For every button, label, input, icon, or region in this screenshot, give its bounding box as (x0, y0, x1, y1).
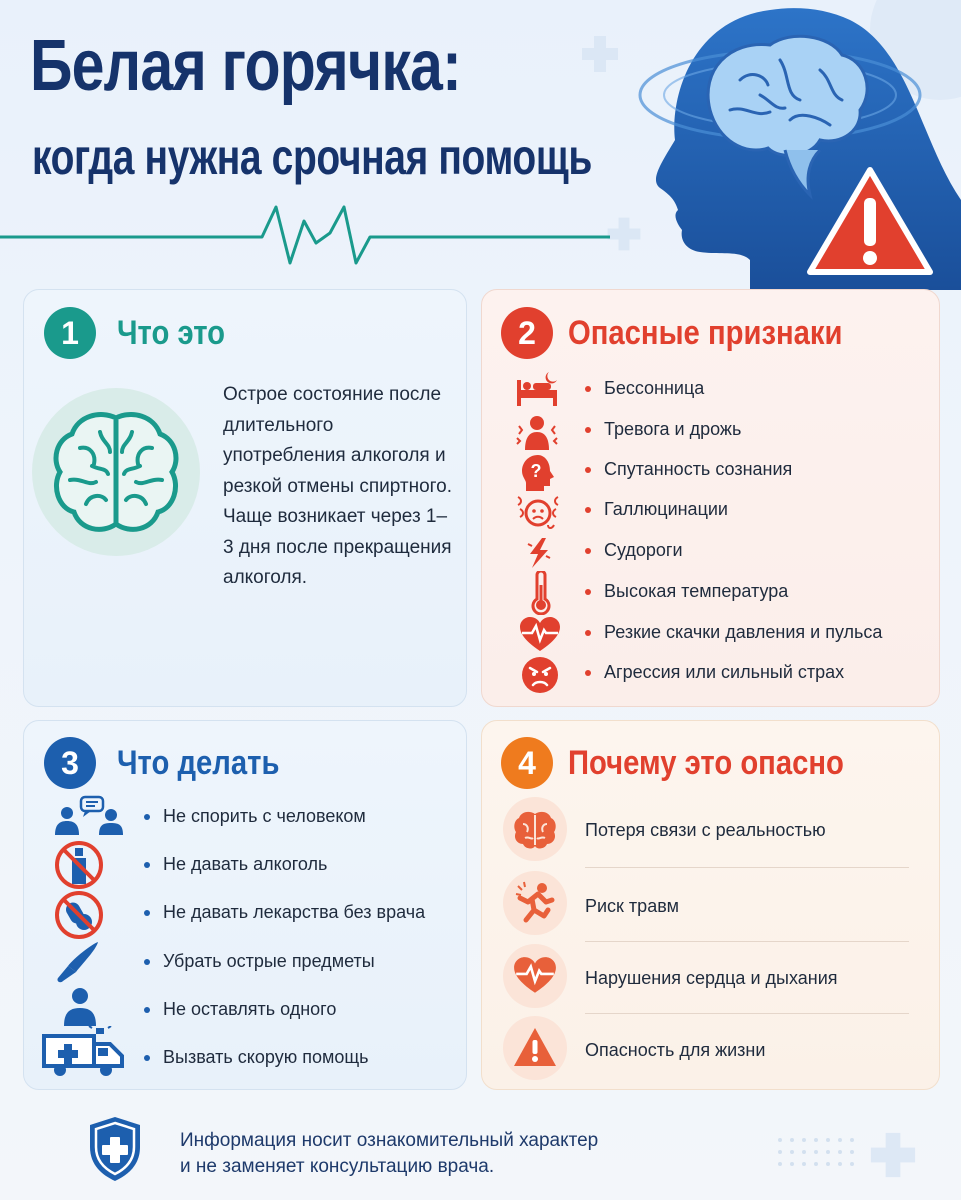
list-item: Галлюцинации (585, 499, 728, 520)
section-description: Острое состояние после длительного употребления алкоголя и резкой отмены спиртного. Чаще возникает через 1–3 дня после прекращения алкоголя. (223, 384, 452, 588)
angry-face-icon (520, 655, 560, 695)
list-item: Не спорить с человеком (144, 806, 366, 827)
hallucination-face-icon (514, 495, 562, 531)
danger-item-label: Опасность для жизни (585, 1040, 766, 1060)
list-item: Спутанность сознания (585, 459, 792, 480)
trembling-person-icon (515, 414, 559, 452)
danger-item-label: Потеря связи с реальностью (585, 820, 826, 840)
list-item: Судороги (585, 540, 683, 561)
danger-item-label: Нарушения сердца и дыхания (585, 968, 838, 988)
danger-signs-list (585, 0, 925, 700)
head-question-icon (518, 453, 558, 493)
no-alcohol-icon (54, 840, 104, 890)
person-icon (62, 986, 98, 1026)
thermometer-icon (528, 571, 554, 615)
section-number-badge: 3 (44, 737, 96, 789)
divider (585, 941, 909, 942)
list-item: Не давать алкоголь (144, 854, 327, 875)
section-title: Что это (117, 314, 226, 352)
heart-pulse-icon (518, 617, 562, 653)
plus-decor-icon (866, 1128, 920, 1182)
disclaimer-line2: и не заменяет консультацию врача. (180, 1156, 495, 1177)
page-subtitle: когда нужна срочная помощь (32, 129, 592, 185)
divider (585, 867, 909, 868)
list-item: Агрессия или сильный страх (585, 662, 844, 683)
list-item: Высокая температура (585, 581, 788, 602)
knife-icon (54, 940, 102, 984)
heart-pulse-icon (512, 957, 558, 995)
brain-icon (513, 808, 557, 850)
list-item: Резкие скачки давления и пульса (585, 622, 882, 643)
dot-grid-decor-icon (776, 1136, 856, 1176)
list-item: Бессонница (585, 378, 704, 399)
section-title: Что делать (117, 744, 280, 782)
shield-cross-icon (86, 1115, 144, 1183)
bed-moon-icon (513, 370, 561, 410)
disclaimer-text (180, 1128, 598, 1180)
svg-text:?: ? (530, 461, 542, 481)
list-item: Не оставлять одного (144, 999, 336, 1020)
page-title: Белая горячка: (30, 26, 461, 106)
falling-person-icon (512, 880, 558, 926)
lightning-icon (522, 536, 556, 570)
what-to-do-list (144, 0, 454, 1100)
ambulance-icon (42, 1026, 126, 1078)
conversation-icon (53, 795, 125, 835)
section-title: Опасные признаки (568, 314, 843, 352)
no-pills-icon (54, 890, 104, 940)
list-item: Убрать острые предметы (144, 951, 375, 972)
list-item: Вызвать скорую помощь (144, 1047, 369, 1068)
list-item: Не давать лекарства без врача (144, 902, 425, 923)
list-item: Тревога и дрожь (585, 419, 741, 440)
section-number-badge: 1 (44, 307, 96, 359)
section-number-badge: 4 (501, 737, 553, 789)
section-title: Почему это опасно (568, 744, 844, 782)
disclaimer-line1: Информация носит ознакомительный характер (180, 1130, 599, 1151)
divider (585, 1013, 909, 1014)
section-number-badge: 2 (501, 307, 553, 359)
warning-icon (512, 1026, 558, 1068)
danger-item-label: Риск травм (585, 896, 679, 916)
